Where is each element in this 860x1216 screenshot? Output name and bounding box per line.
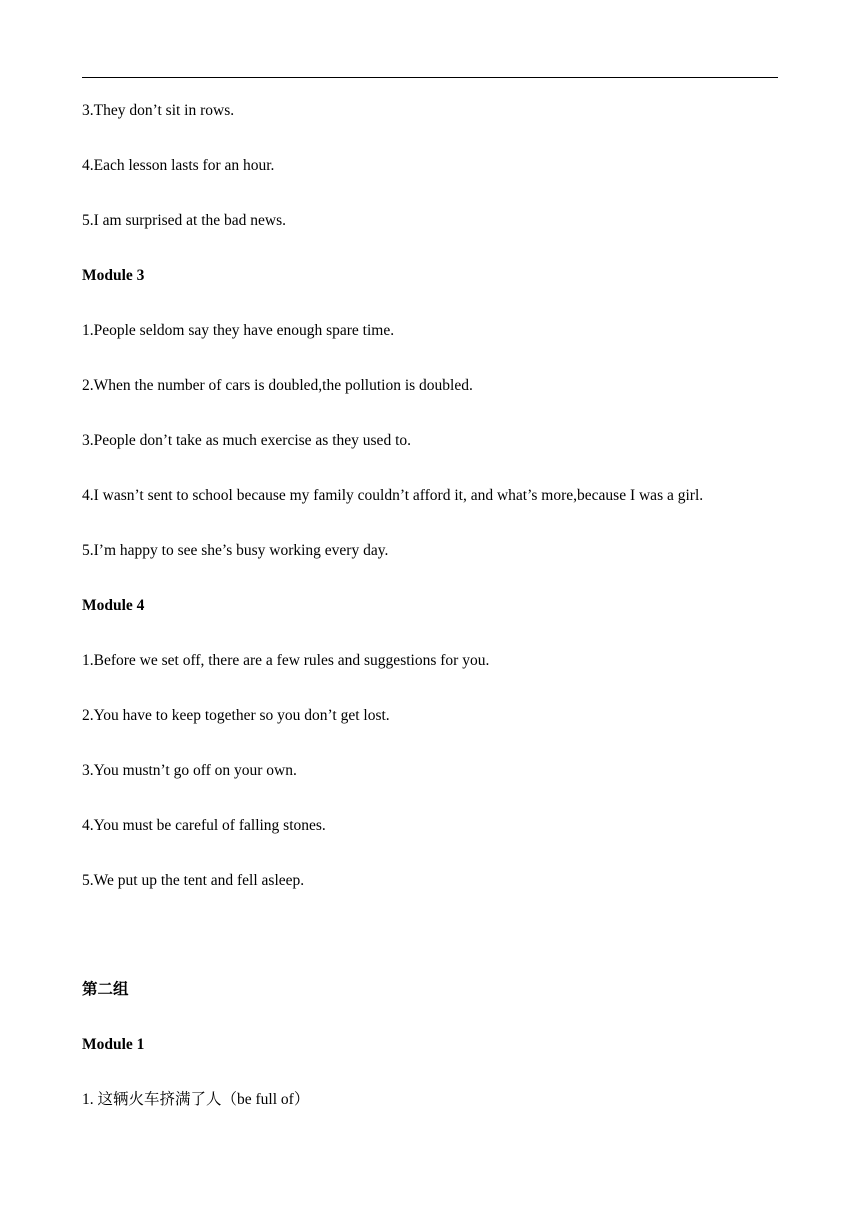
sentence-m3-4: 4.I wasn’t sent to school because my family couldn’t afford it, and what’s more,because I was a girl. [82, 487, 704, 504]
header-rule [82, 77, 778, 78]
sentence-m4-5: 5.We put up the tent and fell asleep. [82, 872, 305, 889]
sentence-m2-3: 3.They don’t sit in rows. [82, 102, 235, 119]
sentence-m4-2: 2.You have to keep together so you don’t get lost. [82, 707, 390, 724]
sentence-m4-3: 3.You mustn’t go off on your own. [82, 762, 297, 779]
sentence-g2-m1-1: 1. 这辆火车挤满了人（be full of） [82, 1091, 310, 1108]
sentence-m2-5: 5.I am surprised at the bad news. [82, 212, 287, 229]
sentence-m3-3: 3.People don’t take as much exercise as they used to. [82, 432, 411, 449]
sentence-m2-4: 4.Each lesson lasts for an hour. [82, 157, 275, 174]
heading-group-2: 第二组 [82, 981, 129, 998]
sentence-m4-4: 4.You must be careful of falling stones. [82, 817, 326, 834]
heading-module-3: Module 3 [82, 267, 145, 284]
sentence-m3-5: 5.I’m happy to see she’s busy working every day. [82, 542, 389, 559]
sentence-m3-2: 2.When the number of cars is doubled,the pollution is doubled. [82, 377, 473, 394]
sentence-m4-1: 1.Before we set off, there are a few rules and suggestions for you. [82, 652, 490, 669]
heading-group2-module-1: Module 1 [82, 1036, 145, 1053]
heading-module-4: Module 4 [82, 597, 145, 614]
sentence-m3-1: 1.People seldom say they have enough spare time. [82, 322, 395, 339]
